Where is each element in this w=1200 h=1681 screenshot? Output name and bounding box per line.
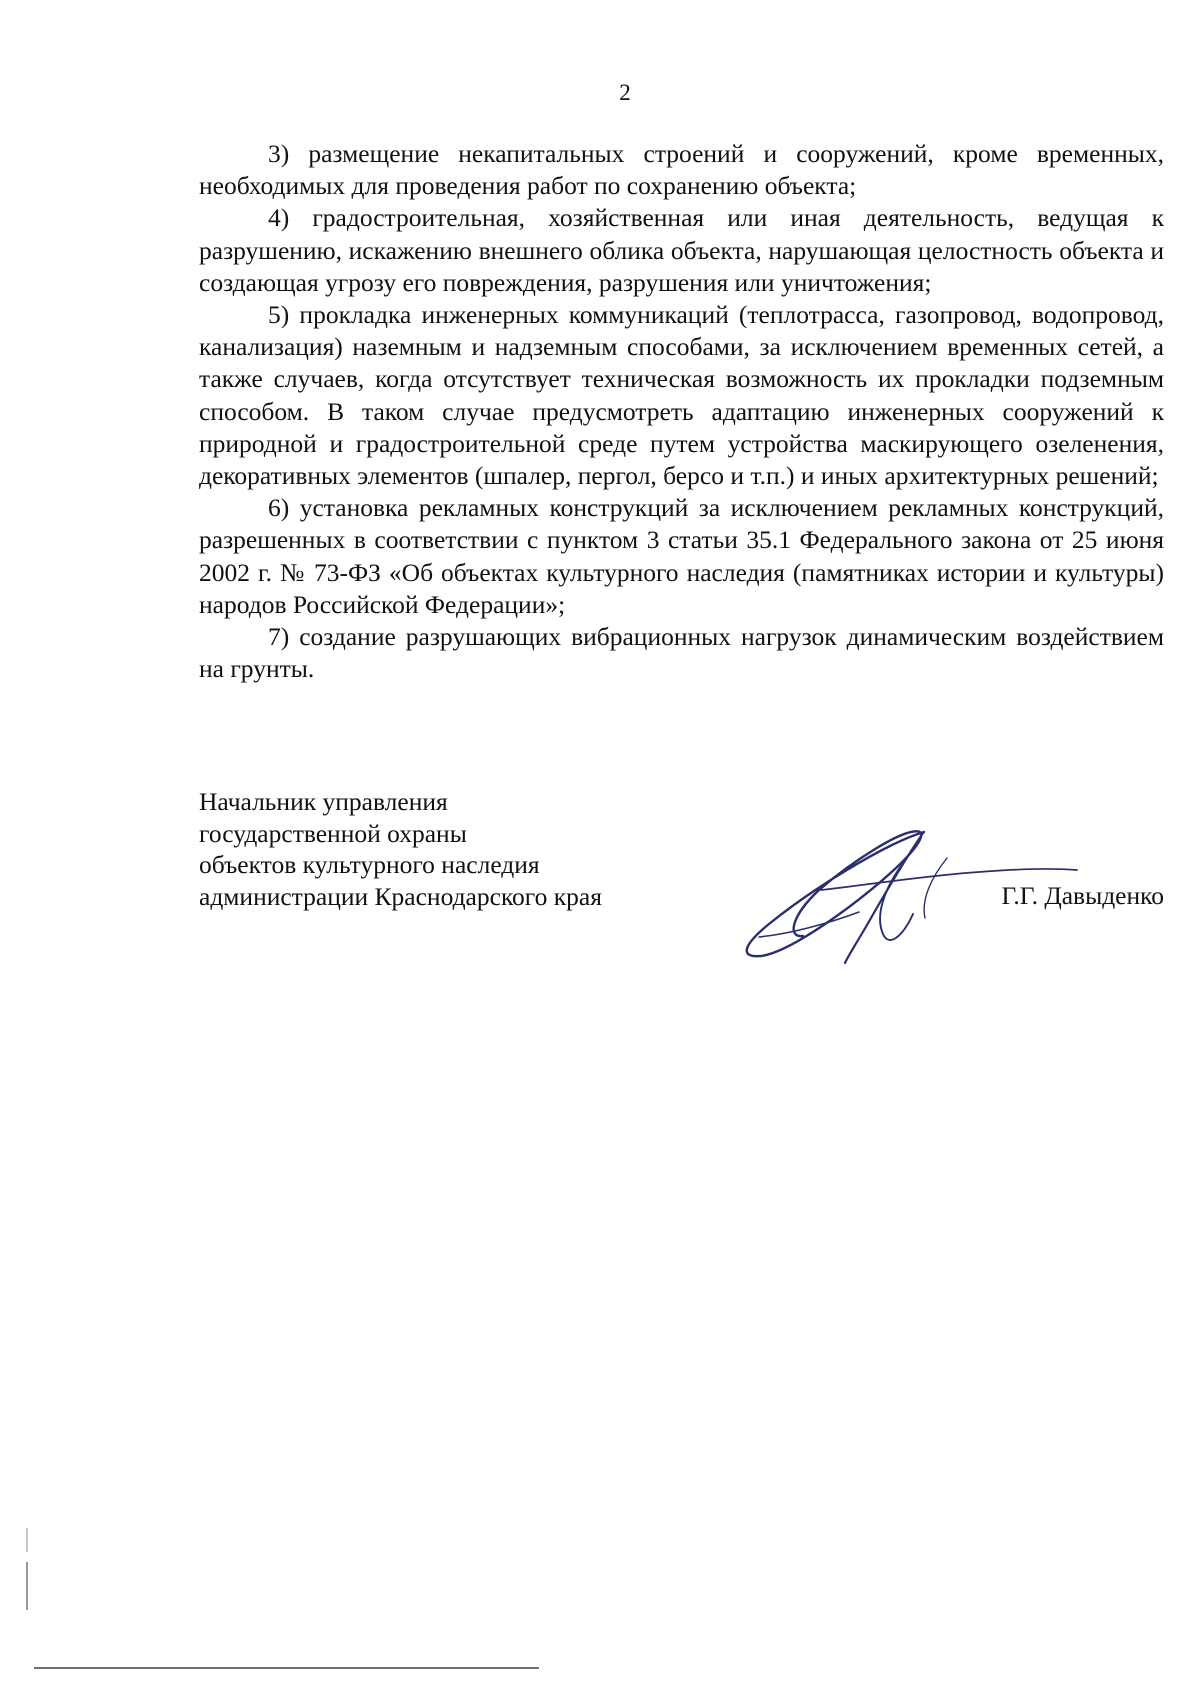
list-item-7: 7) создание разрушающих вибрационных нагрузок динамическим воздействием на грунты. [199, 622, 1164, 684]
list-item-6: 6) установка рекламных конструкций за исключением рекламных конструкций, разрешенных в соответствии с пунктом 3 статьи 35.1 Федерального закона от 25 июня 2002 г. № 73-ФЗ «Об объектах культурного наследия (памятниках истории и культуры) народов Российской Федерации»; [199, 493, 1164, 619]
list-item-4: 4) градостроительная, хозяйственная или иная деятельность, ведущая к разрушению, искажению внешнего облика объекта, нарушающая целостность объекта и создающая угрозу его повреждения, разрушения или уничтожения; [199, 203, 1164, 297]
signer-title [199, 786, 602, 912]
list-item-5: 5) прокладка инженерных коммуникаций (теплотрасса, газопровод, водопровод, канализация) наземным и надземным способами, за исключением временных сетей, а также случаев, когда отсутствует техническая возможность их прокладки подземным способом. В таком случае предусмотреть адаптацию инженерных сооружений к природной и градостроительной среде путем устройства маскирующего озеленения, декоративных элементов (шпалер, пергол, берсо и т.п.) и иных архитектурных решений; [199, 300, 1164, 491]
list-item-3: 3) размещение некапитальных строений и сооружений, кроме временных, необходимых для проведения работ по сохранению объекта; [199, 139, 1164, 201]
signer-title-line: Начальник управления [199, 787, 448, 816]
document-body [199, 138, 1164, 685]
signer-title-line: администрации Краснодарского края [199, 881, 602, 911]
page-number: 2 [619, 80, 631, 105]
footer-rule [34, 1667, 539, 1669]
margin-mark [26, 1562, 28, 1610]
signer-name: Г.Г. Давыденко [1001, 881, 1164, 910]
signer-title-line: объектов культурного наследия [199, 850, 540, 879]
signature-block [199, 786, 1164, 966]
signer-title-line: государственной охраны [199, 818, 467, 848]
margin-mark [26, 1528, 28, 1552]
